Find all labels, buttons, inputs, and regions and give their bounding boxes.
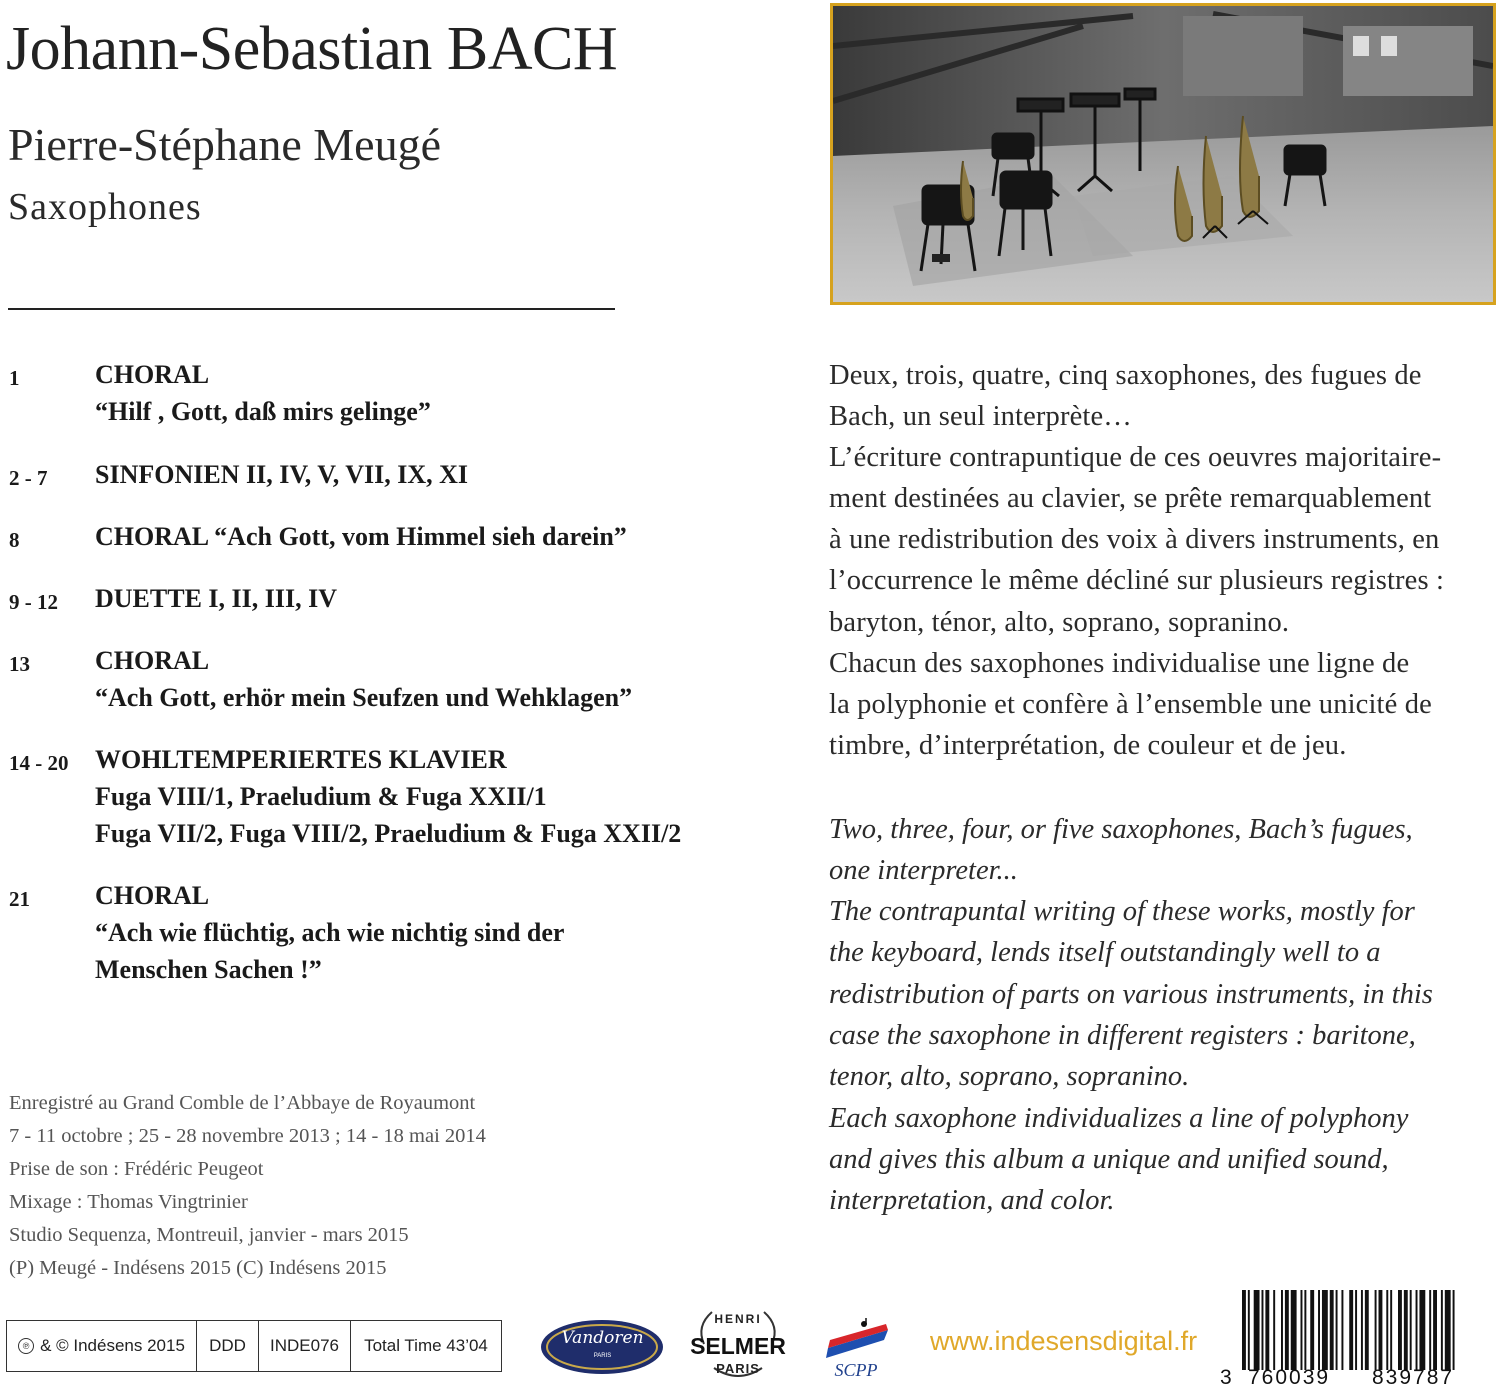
barcode (1220, 1290, 1500, 1393)
description-line: timbre, d’interprétation, de couleur et de jeu. (829, 730, 1347, 761)
description-line: ment destinées au clavier, se prête remarquablement (829, 483, 1432, 514)
catalog-number-cell: INDE076 (259, 1321, 351, 1371)
selmer-henri: HENRI (714, 1312, 762, 1326)
barcode-bar (1262, 1290, 1264, 1370)
release-info-box (6, 1320, 502, 1372)
barcode-bar (1291, 1290, 1297, 1370)
barcode-bar (1361, 1290, 1363, 1370)
barcode-bar (1242, 1290, 1246, 1370)
track-title: CHORAL “Ach Gott, vom Himmel sieh darein” (95, 522, 627, 551)
barcode-bar (1429, 1290, 1431, 1370)
copyright-text: & © Indésens 2015 (40, 1336, 185, 1355)
track-subtitle: Fuga VIII/1, Praeludium & Fuga XXII/1 (95, 782, 547, 811)
barcode-bar (1322, 1290, 1328, 1370)
barcode-bar (1254, 1290, 1260, 1370)
description-line: Chacun des saxophones individualise une ligne de (829, 648, 1410, 679)
total-time-cell: Total Time 43’04 (364, 1336, 488, 1355)
track-title: WOHLTEMPERIERTES KLAVIER (95, 745, 507, 774)
barcode-bar (1379, 1290, 1383, 1370)
description-line: Bach, un seul interprète… (829, 401, 1132, 432)
barcode-bar (1265, 1290, 1269, 1370)
credit-line: Mixage : Thomas Vingtrinier (9, 1191, 248, 1213)
barcode-bar (1365, 1290, 1369, 1370)
barcode-bar (1441, 1290, 1443, 1370)
barcode-bar (1330, 1290, 1334, 1370)
track-number: 14 - 20 (9, 751, 69, 775)
description-line: redistribution of parts on various instruments, in this (829, 979, 1433, 1010)
barcode-bar (1386, 1290, 1388, 1370)
credit-line: Enregistré au Grand Comble de l’Abbaye de Royaumont (9, 1092, 476, 1114)
barcode-bar (1248, 1290, 1250, 1370)
description-line: L’écriture contrapuntique de ces oeuvres majoritaire- (829, 442, 1442, 473)
barcode-bar (1433, 1290, 1437, 1370)
description-line: one interpreter... (829, 855, 1018, 886)
photo-illustration (833, 6, 1493, 302)
track-number: 21 (9, 887, 30, 911)
barcode-bar (1349, 1290, 1353, 1370)
track-title: SINFONIEN II, IV, V, VII, IX, XI (95, 460, 469, 489)
barcode-bar (1341, 1290, 1343, 1370)
description-line: Two, three, four, or five saxophones, Bach’s fugues, (829, 814, 1413, 845)
barcode-bar (1453, 1290, 1455, 1370)
vandoren-logo (540, 1318, 665, 1376)
credit-line: Prise de son : Frédéric Peugeot (9, 1158, 264, 1180)
vandoren-city: PARIS (593, 1353, 612, 1359)
track-subtitle: “Ach Gott, erhör mein Seufzen und Wehklagen” (95, 683, 633, 712)
credit-line: Studio Sequenza, Montreuil, janvier - mars 2015 (9, 1224, 409, 1246)
barcode-bar (1318, 1290, 1320, 1370)
credit-line: 7 - 11 octobre ; 25 - 28 novembre 2013 ; 14 - 18 mai 2014 (9, 1125, 486, 1147)
description-line: interpretation, and color. (829, 1185, 1115, 1216)
rehearsal-room-photo (830, 3, 1496, 305)
description-line: Each saxophone individualizes a line of polyphony (829, 1103, 1409, 1134)
barcode-bar (1419, 1290, 1425, 1370)
track-number: 8 (9, 528, 20, 552)
description-line: la polyphonie et confère à l’ensemble une unicité de (829, 689, 1432, 720)
barcode-bar (1336, 1290, 1338, 1370)
track-title: CHORAL (95, 646, 210, 675)
barcode-bar (1398, 1290, 1402, 1370)
barcode-bar (1404, 1290, 1408, 1370)
description-line: baryton, ténor, alto, soprano, sopranino. (829, 607, 1290, 638)
description-line: The contrapuntal writing of these works, mostly for (829, 896, 1415, 927)
copyright-cell (7, 1321, 197, 1371)
description-line: tenor, alto, soprano, sopranino. (829, 1061, 1190, 1092)
barcode-bar (1304, 1290, 1306, 1370)
barcode-bar (1410, 1290, 1412, 1370)
track-number: 2 - 7 (9, 466, 48, 490)
description-line: Deux, trois, quatre, cinq saxophones, des fugues de (829, 360, 1422, 391)
scpp-logo (820, 1318, 892, 1384)
barcode-bars (1220, 1290, 1500, 1370)
track-title: CHORAL (95, 360, 210, 389)
track-number: 9 - 12 (9, 590, 58, 614)
barcode-lead-digit: 3 (1220, 1366, 1232, 1389)
website-link[interactable]: www.indesensdigital.fr (930, 1326, 1198, 1356)
header-divider (8, 308, 615, 310)
selmer-logo (684, 1306, 792, 1390)
barcode-group-right: 839787 (1372, 1366, 1455, 1389)
barcode-bar (1375, 1290, 1377, 1370)
track-title: DUETTE I, II, III, IV (95, 584, 338, 613)
scpp-wordmark: SCPP (834, 1360, 878, 1380)
track-subtitle: Fuga VII/2, Fuga VIII/2, Praeludium & Fuga XXII/2 (95, 819, 682, 848)
barcode-bar (1285, 1290, 1289, 1370)
track-subtitle: “Ach wie flüchtig, ach wie nichtig sind der (95, 918, 565, 947)
credit-line: (P) Meugé - Indésens 2015 (C) Indésens 2015 (9, 1257, 387, 1279)
barcode-bar (1416, 1290, 1418, 1370)
phonogram-icon: ℗ (18, 1338, 34, 1354)
description-line: à une redistribution des voix à divers instruments, en (829, 524, 1440, 555)
track-number: 13 (9, 652, 30, 676)
performer-name: Pierre-Stéphane Meugé (8, 119, 442, 170)
track-number: 1 (9, 366, 20, 390)
track-subtitle: “Hilf , Gott, daß mirs gelinge” (95, 397, 431, 426)
description-line: and gives this album a unique and unified sound, (829, 1144, 1389, 1175)
description-line: l’occurrence le même décliné sur plusieurs registres : (829, 565, 1445, 596)
selmer-wordmark: SELMER (690, 1333, 786, 1359)
barcode-bar (1273, 1290, 1275, 1370)
scpp-mark-graphic (820, 1318, 892, 1362)
composer-name: Johann-Sebastian BACH (6, 15, 618, 83)
barcode-bar (1445, 1290, 1451, 1370)
description-line: case the saxophone in different registers : baritone, (829, 1020, 1416, 1051)
instrument-label: Saxophones (8, 186, 202, 228)
barcode-bar (1355, 1290, 1357, 1370)
format-cell: DDD (197, 1321, 259, 1371)
barcode-bar (1390, 1290, 1392, 1370)
barcode-group-left: 760039 (1248, 1366, 1331, 1389)
track-subtitle: Menschen Sachen !” (95, 955, 322, 984)
barcode-bar (1310, 1290, 1314, 1370)
selmer-city: PARIS (716, 1361, 760, 1376)
description-line: the keyboard, lends itself outstandingly well to a (829, 937, 1381, 968)
track-title: CHORAL (95, 881, 210, 910)
vandoren-wordmark: Vandoren (561, 1328, 644, 1348)
barcode-bar (1301, 1290, 1303, 1370)
barcode-bar (1281, 1290, 1283, 1370)
